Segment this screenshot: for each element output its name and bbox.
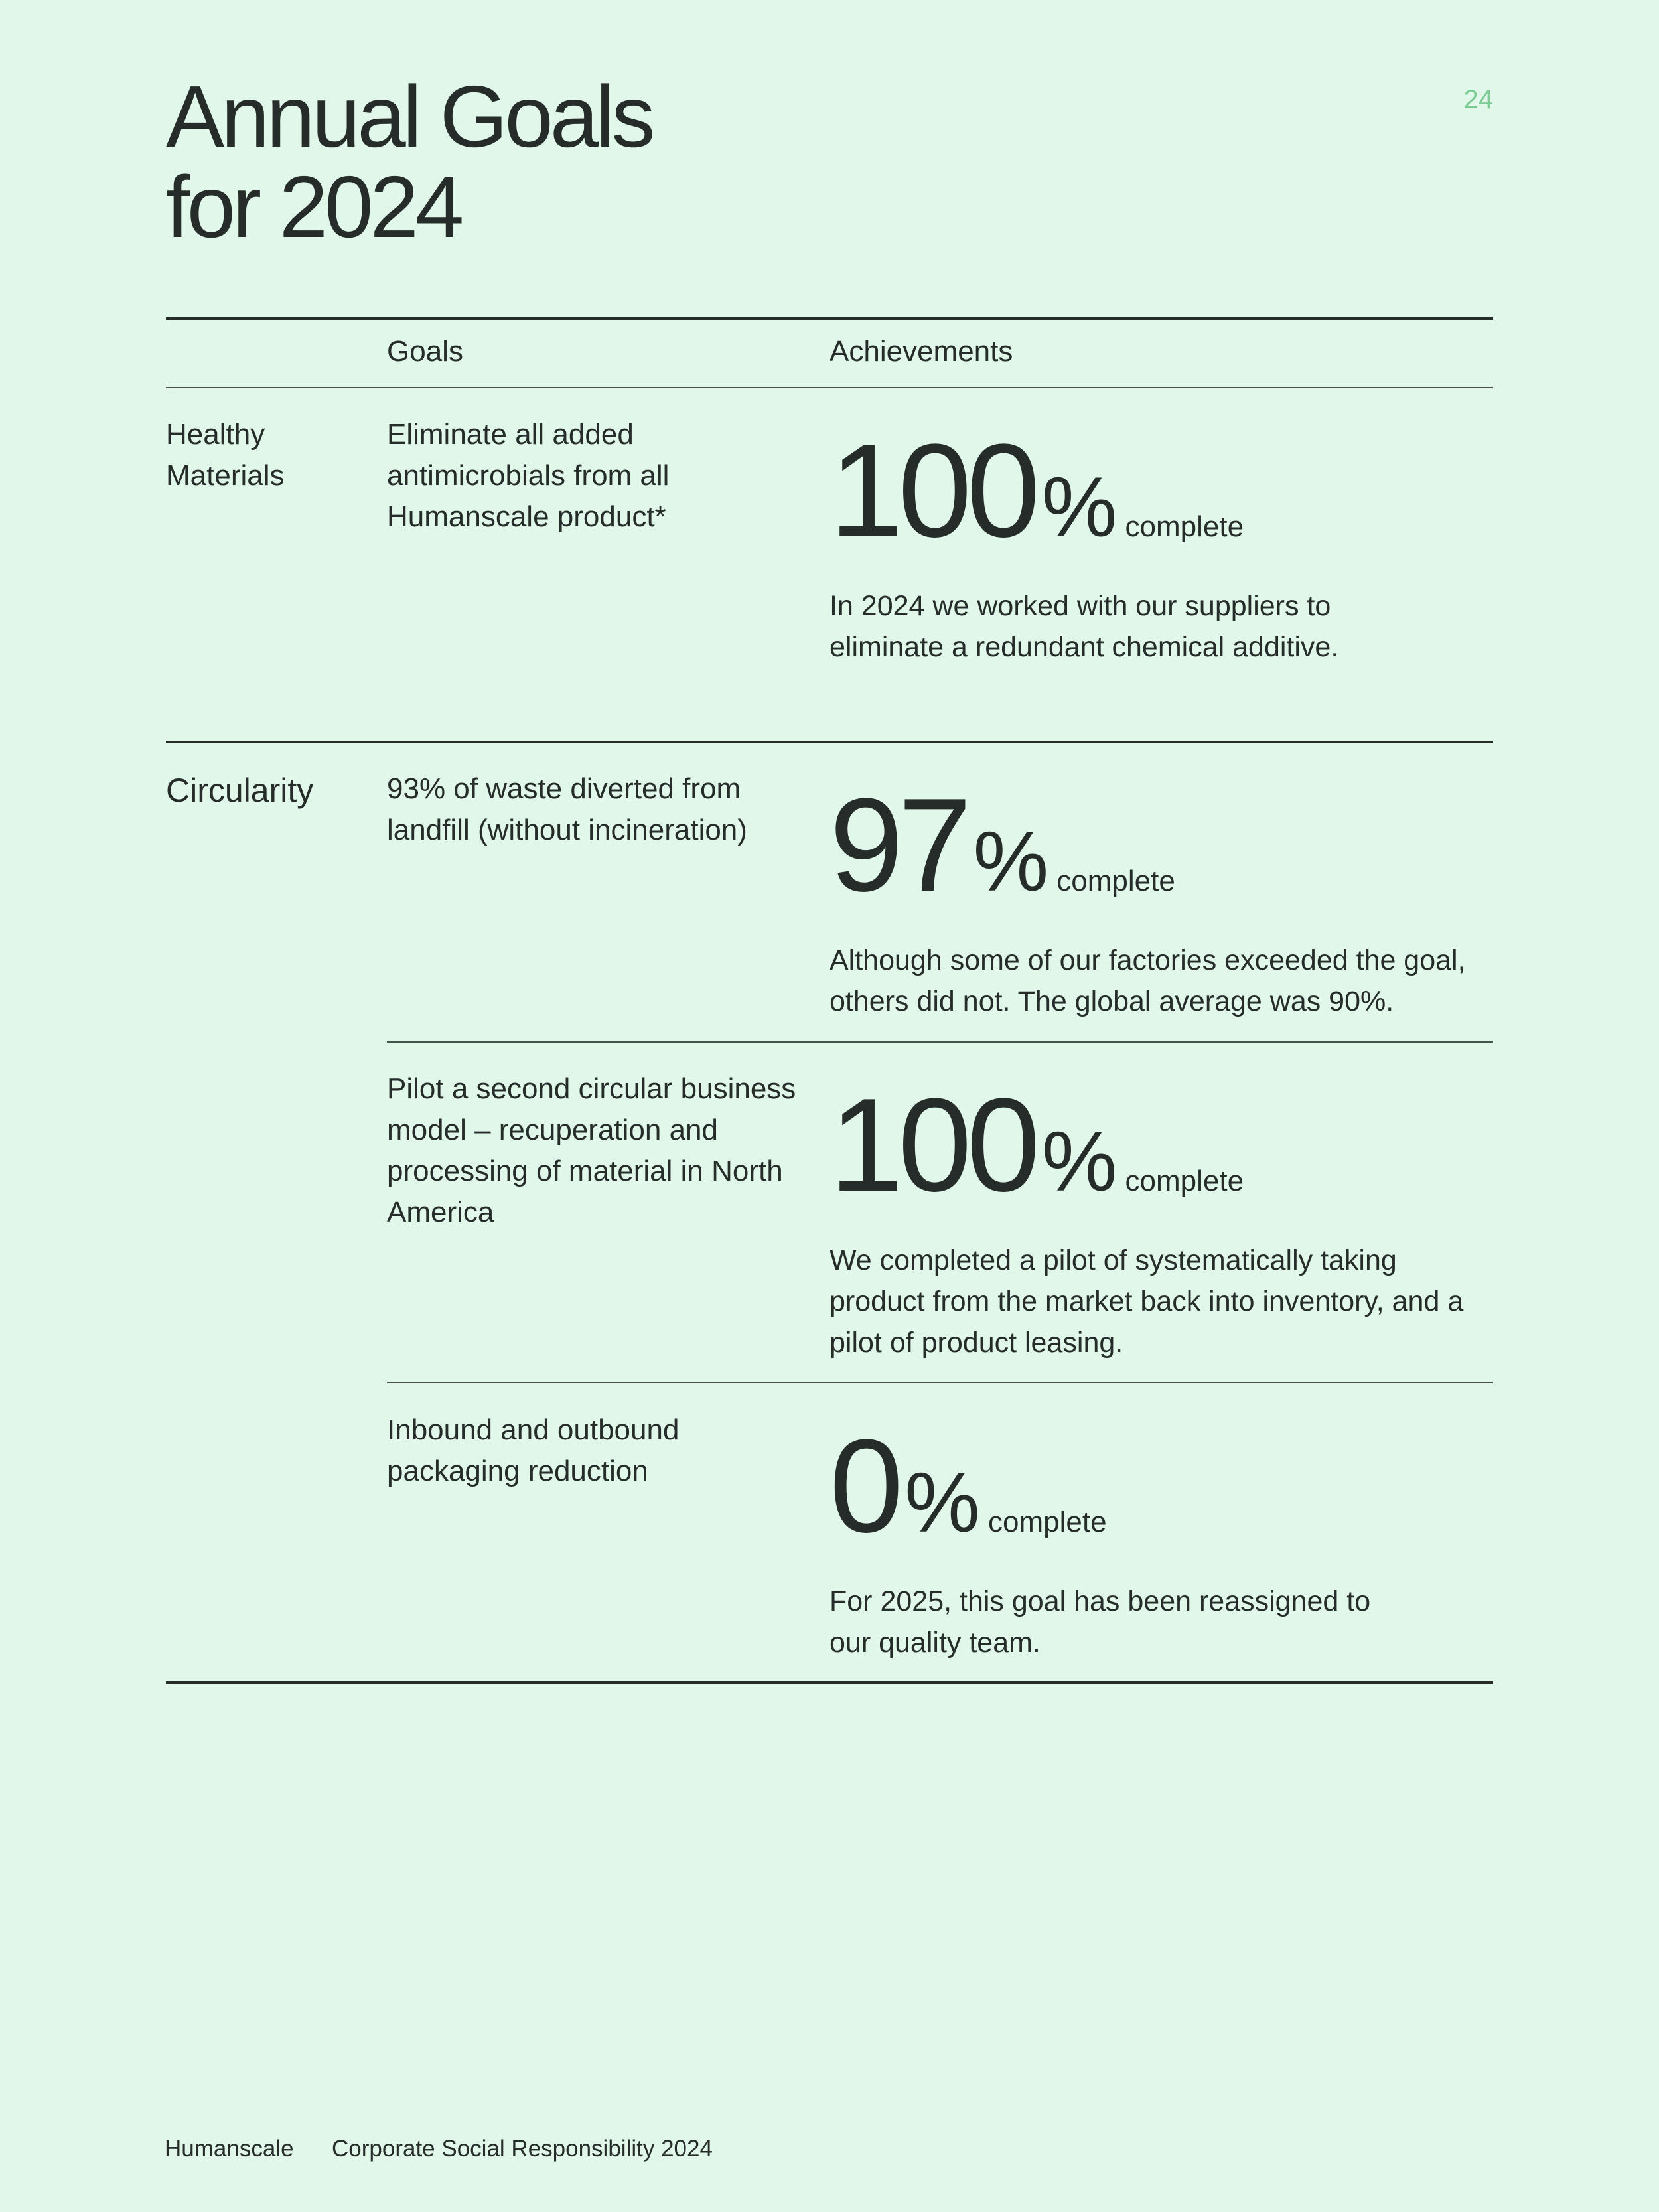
achievements-column-header: Achievements [830, 335, 1013, 368]
achievement-description: In 2024 we worked with our suppliers to eliminate a redundant chemical additive. [830, 590, 1339, 663]
percent-sign: % [1041, 460, 1118, 555]
page-title [166, 68, 652, 256]
complete-label: complete [1125, 510, 1244, 543]
page-number: 24 [1463, 85, 1493, 114]
header-divider [166, 387, 1493, 388]
percent-sign: % [973, 814, 1049, 909]
complete-label: complete [1125, 1165, 1244, 1197]
achievement-block [830, 1412, 1493, 1663]
percent-sign: % [904, 1455, 981, 1550]
achievement-description: Although some of our factories exceeded the goal, others did not. The global average was 90%. [830, 944, 1466, 1017]
goal-text: Inbound and outbound packaging reduction [387, 1414, 680, 1487]
row-divider [387, 1041, 1493, 1043]
goal-text: Pilot a second circular business model – recuperation and processing of material in North America [387, 1072, 796, 1228]
table-bottom-rule [166, 1681, 1493, 1684]
goals-column-header: Goals [387, 335, 463, 368]
footer-brand: Humanscale [165, 2136, 294, 2162]
completion-value: 100 [830, 417, 1035, 565]
completion-stat [830, 417, 1493, 565]
table-top-rule [166, 317, 1493, 320]
complete-label: complete [988, 1506, 1107, 1538]
complete-label: complete [1056, 865, 1175, 897]
page-title-line-1: Annual Goals [166, 68, 652, 165]
completion-stat [830, 1412, 1493, 1560]
achievement-description: We completed a pilot of systematically taking product from the market back into inventory, and a pilot of product leasing. [830, 1244, 1464, 1359]
percent-sign: % [1041, 1114, 1118, 1209]
completion-value: 0 [830, 1412, 899, 1560]
page-title-line-2: for 2024 [166, 158, 461, 256]
footer-report-title: Corporate Social Responsibility 2024 [332, 2136, 713, 2162]
row-divider [387, 1382, 1493, 1383]
category-circularity: Circularity [166, 772, 314, 809]
achievement-description: For 2025, this goal has been reassigned to our quality team. [830, 1585, 1371, 1659]
goal-text: Eliminate all added antimicrobials from all Humanscale product* [387, 418, 670, 533]
category-healthy-materials: Healthy Materials [166, 418, 285, 492]
completion-stat [830, 1071, 1493, 1219]
completion-value: 100 [830, 1071, 1035, 1219]
achievement-block [830, 771, 1493, 1022]
achievement-block [830, 1071, 1493, 1363]
achievement-block [830, 417, 1493, 668]
section-divider [166, 741, 1493, 743]
completion-stat [830, 771, 1493, 919]
goal-text: 93% of waste diverted from landfill (without incineration) [387, 773, 747, 846]
completion-value: 97 [830, 771, 967, 919]
